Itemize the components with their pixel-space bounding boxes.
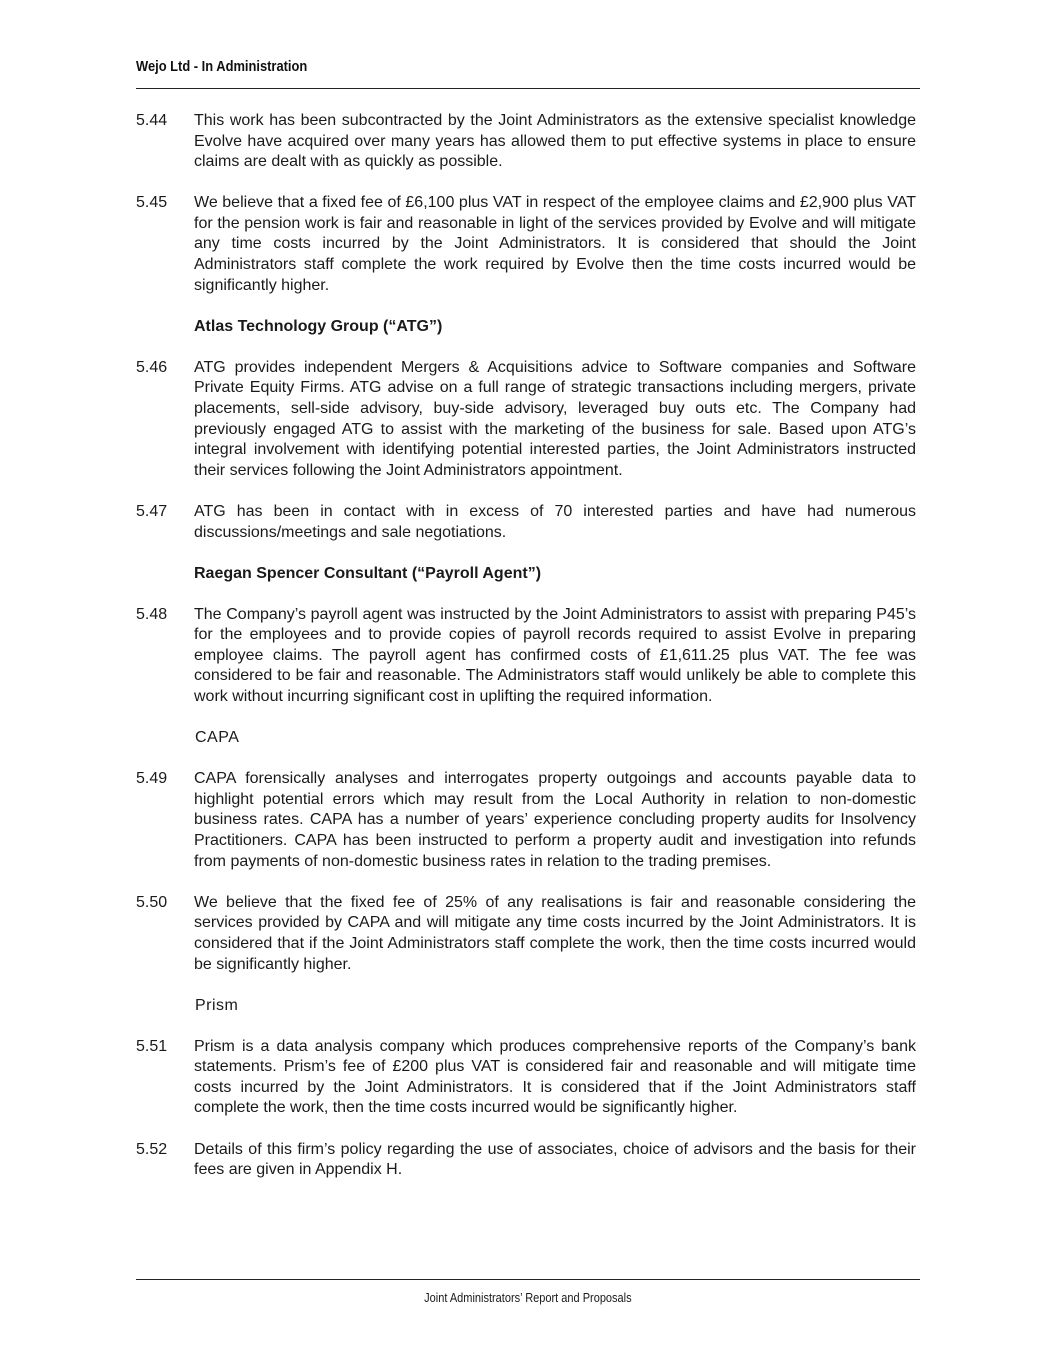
paragraph-text: The Company’s payroll agent was instructed by the Joint Administrators to assist with preparing P45’s for the employees and to provide copies of payroll records required to assist Evolve in preparing employee claims. The payroll agent has confirmed costs of £1,611.25 plus VAT. The fee was considered to be fair and reasonable. The Administrators staff would unlikely be able to complete this work without incurring significant cost in uplifting the required information. <box>194 605 916 706</box>
paragraph-5-52 <box>136 1140 916 1181</box>
paragraph-number: 5.44 <box>136 112 168 129</box>
paragraph-5-46 <box>136 358 916 482</box>
paragraph-number: 5.49 <box>136 770 168 788</box>
paragraph-number: 5.52 <box>136 1140 168 1158</box>
paragraph-5-44 <box>136 111 916 173</box>
paragraph-text: ATG provides independent Mergers & Acquisitions advice to Software companies and Software Private Equity Firms. ATG advise on a full range of strategic transactions including mergers, private placements, sell-side advisory, buy-side advisory, leveraged buy outs etc. The Company had previously engaged ATG to assist with the marketing of the business for sale. Based upon ATG’s integral involvement with identifying potential interested parties, the Joint Administrators instructed their services following the Joint Administrators appointment. <box>194 358 916 479</box>
paragraph-5-48 <box>136 605 916 708</box>
paragraph-5-45 <box>136 193 916 296</box>
paragraph-5-50 <box>136 893 916 975</box>
paragraph-text: We believe that a fixed fee of £6,100 plus VAT in respect of the employee claims and £2,900 plus VAT for the pension work is fair and reasonable in light of the services provided by Evolve and will mitigate any time costs incurred by the Joint Administrators. It is considered that should the Joint Administrators staff complete the work required by Evolve then the time costs incurred would be significantly higher. <box>194 194 916 294</box>
paragraph-number: 5.48 <box>136 605 168 623</box>
footer-text: Joint Administrators’ Report and Proposals <box>423 1291 632 1305</box>
footer-divider <box>136 1279 920 1280</box>
heading-capa: CAPA <box>195 729 240 747</box>
header-divider <box>136 88 920 89</box>
paragraph-5-49 <box>136 769 916 872</box>
paragraph-number: 5.45 <box>136 194 168 212</box>
page-footer <box>0 1291 1055 1305</box>
paragraph-number: 5.50 <box>136 893 168 911</box>
paragraph-number: 5.51 <box>136 1037 168 1055</box>
paragraph-5-47 <box>136 502 916 543</box>
paragraph-text: This work has been subcontracted by the Joint Administrators as the extensive specialist knowledge Evolve have acquired over many years has allowed them to put effective systems in place to ensure claims are dealt with as quickly as possible. <box>194 112 916 171</box>
paragraph-text: Details of this firm’s policy regarding the use of associates, choice of advisors and the basis for their fees are given in Appendix H. <box>194 1140 916 1179</box>
paragraph-number: 5.46 <box>136 358 168 376</box>
page-header: Wejo Ltd - In Administration <box>136 58 308 75</box>
paragraph-text: We believe that the fixed fee of 25% of any realisations is fair and reasonable considering the services provided by CAPA and will mitigate any time costs incurred by the Joint Administrators. It is considered that if the Joint Administrators staff complete the work, then the time costs incurred would be significantly higher. <box>194 893 916 973</box>
paragraph-text: CAPA forensically analyses and interrogates property outgoings and accounts payable data to highlight potential errors which may result from the Local Authority in relation to non-domestic business rates. CAPA has a number of years’ experience concluding property audits for Insolvency Practitioners. CAPA has been instructed to perform a property audit and investigation into refunds from payments of non-domestic business rates in relation to the trading premises. <box>194 770 916 870</box>
heading-atg: Atlas Technology Group (“ATG”) <box>194 317 443 335</box>
heading-prism: Prism <box>195 996 239 1014</box>
document-body <box>136 111 916 1201</box>
paragraph-text: ATG has been in contact with in excess of 70 interested parties and have had numerous discussions/meetings and sale negotiations. <box>194 502 916 541</box>
paragraph-text: Prism is a data analysis company which produces comprehensive reports of the Company’s bank statements. Prism’s fee of £200 plus VAT is considered fair and reasonable and will mitigate time costs incurred by the Joint Administrators. It is considered that if the Joint Administrators staff complete the work, then the time costs incurred would be significantly higher. <box>194 1037 916 1117</box>
paragraph-number: 5.47 <box>136 502 168 520</box>
paragraph-5-51 <box>136 1037 916 1119</box>
heading-payroll-agent: Raegan Spencer Consultant (“Payroll Agent”) <box>194 564 542 582</box>
